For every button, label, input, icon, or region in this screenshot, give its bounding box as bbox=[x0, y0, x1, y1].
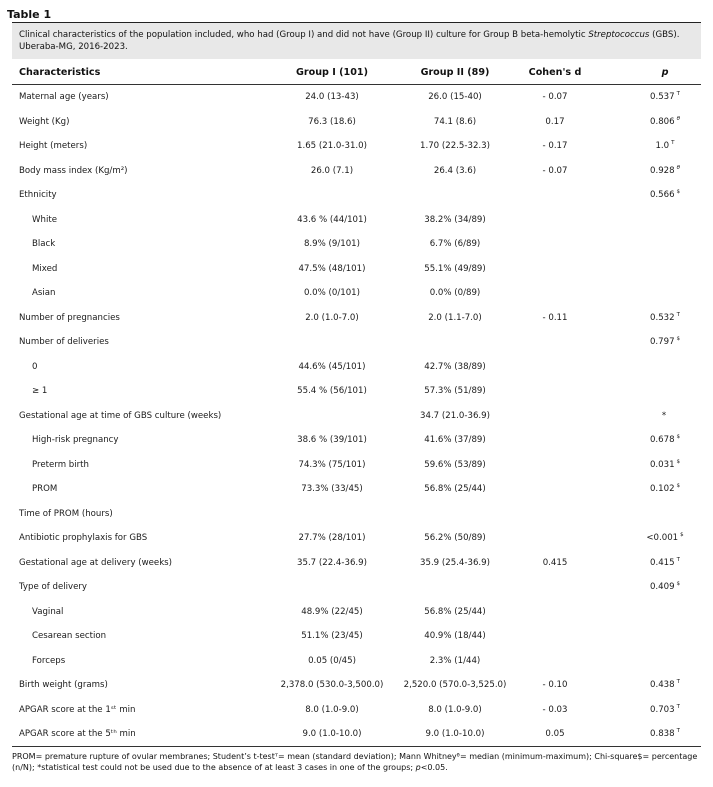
group2-value-text: 1.70 (22.5-32.3) bbox=[420, 141, 490, 152]
row-label-text: Asian bbox=[32, 288, 56, 299]
row-label-text: Maternal age (years) bbox=[19, 92, 109, 103]
row-label-text: Type of delivery bbox=[19, 582, 87, 593]
header-group2: Group II (89) bbox=[420, 66, 490, 78]
row-label-text: PROM bbox=[32, 484, 58, 495]
group2-value-text: 2.3% (1/44) bbox=[429, 655, 481, 666]
p-test-marker: T bbox=[676, 703, 680, 710]
row-label-text: ≥ 1 bbox=[32, 386, 48, 397]
footnote-line2-italic: p bbox=[415, 763, 421, 772]
group2-value-text: 26.4 (3.6) bbox=[433, 165, 477, 176]
p-test-marker: $ bbox=[676, 189, 681, 196]
p-value bbox=[595, 355, 713, 380]
p-value-text: 0.703 bbox=[650, 704, 675, 715]
p-test-marker: $ bbox=[676, 581, 681, 588]
p-value bbox=[595, 551, 713, 576]
table-row bbox=[12, 649, 701, 674]
p-test-marker: T bbox=[676, 556, 680, 563]
row-label bbox=[32, 355, 37, 380]
p-test-marker: T bbox=[676, 728, 680, 735]
row-label bbox=[32, 281, 55, 306]
row-label bbox=[19, 134, 87, 159]
table-row bbox=[12, 428, 701, 453]
row-label-text: Time of PROM (hours) bbox=[19, 508, 113, 519]
p-value bbox=[595, 257, 713, 282]
table-row bbox=[12, 453, 701, 478]
p-value bbox=[595, 575, 713, 600]
group1-value-text: 2,378.0 (530.0-3,500.0) bbox=[280, 680, 384, 691]
p-value bbox=[595, 379, 713, 404]
p-value bbox=[595, 722, 713, 747]
p-value bbox=[595, 330, 713, 355]
table-caption bbox=[19, 29, 697, 53]
p-value-text: 0.031 bbox=[649, 459, 675, 470]
p-value bbox=[595, 698, 713, 723]
p-value-text: 0.537 bbox=[650, 92, 675, 103]
group2-value-text: 8.0 (1.0-9.0) bbox=[428, 704, 482, 715]
row-label-text: Forceps bbox=[32, 655, 66, 666]
p-value-text: 0.409 bbox=[649, 582, 675, 593]
p-value bbox=[595, 183, 713, 208]
p-test-marker: T bbox=[671, 140, 675, 147]
p-value bbox=[595, 85, 713, 110]
cohens-d-value-text: 0.17 bbox=[545, 116, 565, 127]
row-label bbox=[19, 183, 57, 208]
group2-value-text: 74.1 (8.6) bbox=[433, 116, 477, 127]
p-value bbox=[595, 159, 713, 184]
table-bottom-rule bbox=[12, 746, 701, 747]
row-label bbox=[32, 477, 57, 502]
group1-value-text: 38.6 % (39/101) bbox=[297, 435, 367, 446]
group2-value-text: 35.9 (25.4-36.9) bbox=[420, 557, 490, 568]
row-label bbox=[32, 428, 118, 453]
group2-value-text: 56.8% (25/44) bbox=[424, 484, 486, 495]
row-label-text: Gestational age at delivery (weeks) bbox=[19, 557, 173, 568]
footnote-line2-before: (n/N); *statistical test could not be used due to the absence of at least 3 cases in one of the groups; bbox=[12, 763, 416, 772]
header-group1: Group I (101) bbox=[296, 66, 368, 78]
p-test-marker: $ bbox=[676, 458, 681, 465]
table-body bbox=[12, 85, 701, 747]
p-value bbox=[595, 673, 713, 698]
row-label-text: Preterm birth bbox=[32, 459, 89, 470]
group2-value-text: 56.2% (50/89) bbox=[424, 533, 486, 544]
row-label-text: APGAR score at the 1ˢᵗ min bbox=[19, 704, 136, 715]
row-label bbox=[19, 110, 69, 135]
table-label: Table 1 bbox=[7, 8, 52, 21]
table-row bbox=[12, 551, 701, 576]
group2-value-text: 2,520.0 (570.0-3,525.0) bbox=[403, 680, 507, 691]
row-label-text: Vaginal bbox=[32, 606, 64, 617]
group2-value-text: 41.6% (37/89) bbox=[424, 435, 486, 446]
table-row bbox=[12, 502, 701, 527]
group1-value-text: 27.7% (28/101) bbox=[298, 533, 366, 544]
p-value bbox=[595, 134, 713, 159]
row-label-text: Black bbox=[32, 239, 56, 250]
group1-value-text: 24.0 (13-43) bbox=[305, 92, 359, 103]
p-value bbox=[595, 649, 713, 674]
row-label bbox=[19, 502, 113, 527]
group1-value-text: 47.5% (48/101) bbox=[298, 263, 366, 274]
table-row bbox=[12, 232, 701, 257]
group1-value-text: 8.0 (1.0-9.0) bbox=[305, 704, 359, 715]
row-label bbox=[19, 722, 136, 747]
p-value-text: 0.438 bbox=[650, 680, 675, 691]
group1-value-text: 8.9% (9/101) bbox=[303, 239, 361, 250]
cohens-d-value-text: - 0.07 bbox=[542, 92, 568, 103]
group2-value-text: 42.7% (38/89) bbox=[424, 361, 486, 372]
p-value bbox=[595, 232, 713, 257]
p-value bbox=[595, 477, 713, 502]
header-p: p bbox=[661, 66, 669, 78]
row-label-text: APGAR score at the 5ᵗʰ min bbox=[19, 729, 136, 740]
p-value bbox=[595, 404, 713, 429]
group1-value-text: 51.1% (23/45) bbox=[301, 631, 363, 642]
group1-value-text: 2.0 (1.0-7.0) bbox=[305, 312, 359, 323]
group2-value-text: 6.7% (6/89) bbox=[429, 239, 481, 250]
footnote-line2 bbox=[12, 762, 702, 773]
row-label-text: Antibiotic prophylaxis for GBS bbox=[19, 533, 148, 544]
cohens-d-value-text: - 0.17 bbox=[542, 141, 568, 152]
row-label-text: Height (meters) bbox=[19, 141, 88, 152]
row-label bbox=[19, 673, 108, 698]
p-test-marker: θ bbox=[676, 115, 680, 122]
group1-value-text: 35.7 (22.4-36.9) bbox=[297, 557, 367, 568]
group1-value-text: 48.9% (22/45) bbox=[301, 606, 363, 617]
caption-text-before: Clinical characteristics of the population included, who had (Group I) and did not have (Group II) culture for Group B beta-hemolytic bbox=[19, 30, 589, 40]
caption-text-italic: Streptococcus bbox=[588, 30, 650, 40]
table-row bbox=[12, 330, 701, 355]
row-label-text: High-risk pregnancy bbox=[32, 435, 119, 446]
p-value-text: 0.806 bbox=[650, 116, 675, 127]
row-label bbox=[32, 649, 65, 674]
row-label bbox=[19, 159, 128, 184]
p-value bbox=[595, 600, 713, 625]
p-value bbox=[595, 208, 713, 233]
row-label bbox=[19, 698, 135, 723]
table-row bbox=[12, 159, 701, 184]
table-row bbox=[12, 698, 701, 723]
table-header-row bbox=[12, 60, 701, 85]
p-value-text: 0.415 bbox=[650, 557, 675, 568]
row-label-text: Number of pregnancies bbox=[19, 312, 120, 323]
cohens-d-value-text: 0.05 bbox=[545, 729, 565, 740]
row-label-text: Cesarean section bbox=[32, 631, 107, 642]
p-value bbox=[595, 502, 713, 527]
table-row bbox=[12, 208, 701, 233]
table-row bbox=[12, 134, 701, 159]
group2-value-text: 56.8% (25/44) bbox=[424, 606, 486, 617]
p-value-text: 0.102 bbox=[649, 484, 675, 495]
header-cohens-d: Cohen's d bbox=[528, 66, 582, 78]
p-test-marker: T bbox=[676, 679, 680, 686]
group2-value-text: 55.1% (49/89) bbox=[424, 263, 486, 274]
row-label-text: 0 bbox=[32, 361, 38, 372]
p-test-marker: $ bbox=[676, 336, 681, 343]
group2-value-text: 34.7 (21.0-36.9) bbox=[420, 410, 490, 421]
group1-value-text: 0.05 (0/45) bbox=[308, 655, 356, 666]
header-characteristics: Characteristics bbox=[19, 66, 101, 78]
group2-value-text: 2.0 (1.1-7.0) bbox=[428, 312, 482, 323]
group2-value-text: 40.9% (18/44) bbox=[424, 631, 486, 642]
p-test-marker: T bbox=[676, 311, 680, 318]
cohens-d-value-text: - 0.11 bbox=[542, 312, 568, 323]
row-label bbox=[19, 330, 109, 355]
group1-value-text: 0.0% (0/101) bbox=[303, 288, 361, 299]
p-value bbox=[595, 526, 713, 551]
p-value-text: 0.532 bbox=[650, 312, 675, 323]
table-row bbox=[12, 379, 701, 404]
group1-value-text: 73.3% (33/45) bbox=[301, 484, 363, 495]
group1-value-text: 55.4 % (56/101) bbox=[297, 386, 367, 397]
row-label bbox=[19, 404, 221, 429]
group1-value-text: 43.6 % (44/101) bbox=[297, 214, 367, 225]
p-value bbox=[595, 110, 713, 135]
table-footnote bbox=[12, 751, 702, 773]
p-value-text: <0.001 bbox=[646, 533, 679, 544]
row-label-text: Ethnicity bbox=[19, 190, 57, 201]
row-label bbox=[19, 526, 147, 551]
table-row bbox=[12, 306, 701, 331]
table-row bbox=[12, 600, 701, 625]
p-value-text: 0.838 bbox=[650, 729, 675, 740]
table-row bbox=[12, 477, 701, 502]
p-value-text: 0.678 bbox=[649, 435, 675, 446]
row-label-text: Number of deliveries bbox=[19, 337, 109, 348]
row-label-text: Mixed bbox=[32, 263, 58, 274]
row-label-text: Birth weight (grams) bbox=[19, 680, 108, 691]
p-value-text: * bbox=[661, 410, 667, 421]
p-value-text: 1.0 bbox=[655, 141, 670, 152]
row-label bbox=[19, 551, 172, 576]
group1-value-text: 9.0 (1.0-10.0) bbox=[302, 729, 362, 740]
table-row bbox=[12, 575, 701, 600]
row-label bbox=[32, 232, 55, 257]
row-label bbox=[32, 624, 106, 649]
p-value bbox=[595, 306, 713, 331]
group2-value-text: 0.0% (0/89) bbox=[429, 288, 481, 299]
table-row bbox=[12, 624, 701, 649]
p-value bbox=[595, 624, 713, 649]
group1-value-text: 26.0 (7.1) bbox=[310, 165, 354, 176]
group1-value-text: 1.65 (21.0-31.0) bbox=[297, 141, 367, 152]
group1-value-text: 74.3% (75/101) bbox=[298, 459, 366, 470]
row-label bbox=[19, 85, 109, 110]
table-row bbox=[12, 404, 701, 429]
cohens-d-value-text: - 0.10 bbox=[542, 680, 568, 691]
cohens-d-value-text: - 0.07 bbox=[542, 165, 568, 176]
table-row bbox=[12, 183, 701, 208]
table-row bbox=[12, 110, 701, 135]
row-label bbox=[32, 600, 63, 625]
p-value bbox=[595, 453, 713, 478]
row-label bbox=[32, 379, 47, 404]
p-test-marker: $ bbox=[676, 434, 681, 441]
p-value bbox=[595, 281, 713, 306]
group2-value-text: 57.3% (51/89) bbox=[424, 386, 486, 397]
row-label bbox=[19, 306, 120, 331]
row-label-text: Body mass index (Kg/m²) bbox=[19, 165, 128, 176]
group1-value-text: 44.6% (45/101) bbox=[298, 361, 366, 372]
p-test-marker: T bbox=[676, 91, 680, 98]
footnote-line1: PROM= premature rupture of ovular membranes; Student’s t-testᵀ= mean (standard deviation); Mann Whitneyᶿ= median (minimum-maximum); Chi-square$= percentage bbox=[12, 752, 698, 761]
p-value-text: 0.566 bbox=[649, 190, 675, 201]
row-label-text: White bbox=[32, 214, 57, 225]
table-row bbox=[12, 526, 701, 551]
caption-box bbox=[12, 22, 701, 59]
table-row bbox=[12, 85, 701, 110]
p-value bbox=[595, 428, 713, 453]
row-label bbox=[32, 453, 89, 478]
caption-text-after: (GBS). Uberaba-MG, 2016-2023. bbox=[19, 30, 680, 52]
row-label bbox=[19, 575, 87, 600]
p-value-text: 0.928 bbox=[650, 165, 675, 176]
cohens-d-value-text: 0.415 bbox=[542, 557, 568, 568]
group2-value-text: 9.0 (1.0-10.0) bbox=[425, 729, 485, 740]
footnote-line2-after: <0.05. bbox=[420, 763, 448, 772]
row-label bbox=[32, 257, 57, 282]
table-row bbox=[12, 257, 701, 282]
row-label-text: Gestational age at time of GBS culture (weeks) bbox=[19, 410, 222, 421]
row-label bbox=[32, 208, 57, 233]
p-value-text: 0.797 bbox=[649, 337, 675, 348]
p-test-marker: θ bbox=[676, 164, 680, 171]
cohens-d-value-text: - 0.03 bbox=[542, 704, 568, 715]
group2-value-text: 38.2% (34/89) bbox=[424, 214, 486, 225]
p-test-marker: $ bbox=[680, 532, 684, 539]
p-test-marker: $ bbox=[676, 483, 681, 490]
table-row bbox=[12, 673, 701, 698]
row-label-text: Weight (Kg) bbox=[19, 116, 70, 127]
group2-value-text: 59.6% (53/89) bbox=[424, 459, 486, 470]
table-row bbox=[12, 722, 701, 747]
group2-value-text: 26.0 (15-40) bbox=[428, 92, 482, 103]
group1-value-text: 76.3 (18.6) bbox=[308, 116, 356, 127]
data-table bbox=[12, 60, 701, 747]
table-row bbox=[12, 281, 701, 306]
table-row bbox=[12, 355, 701, 380]
